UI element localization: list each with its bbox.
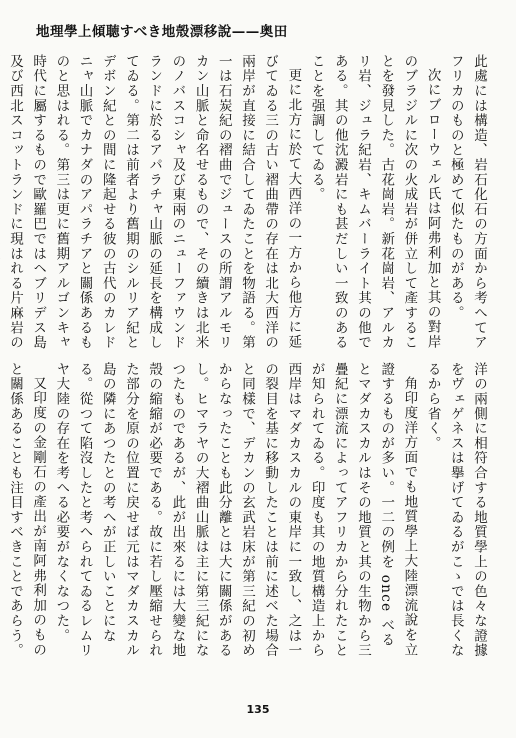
text-block-bottom [6,362,490,662]
paragraph: 又印度の金剛石の產出が南阿弗利加のものと關係あることも注目すべきことであらう。 [6,362,47,658]
paragraph: 角印度洋方面でも地質學上大陸漂流說を立證するものが多い。一二の例を once べるとマダカスカルはその地質と其の生物から三疊紀に漂流によってアフリカから分れたことが知られてゐる。印度も其の地質構造上から西岸はマダカスカルの東岸に一致し、之は一の裂目を基に移動したことは前に述べた場合と同樣で、デカンの玄武岩床が第三紀の初めからなったことも此分離とは大に關係があるし。ヒマラヤの大褶曲山脈は主に第三紀になつたものであるが、此が出來るには大變な地殼の縮縮が必要である。故に若し壓縮せられた部分を原の位置に戻せば元はマダカスカル島の隣にあつたとの考へが正しいことになる。從つて陷沒したと考へられてゐるレムリヤ大陸の存在を考へる必要がなくなつた。 [53,362,418,658]
running-head: 地理學上傾聴すべき地殼漂移說——奥田 [36,24,288,40]
paragraph: 此處には構造、岩石化石の方面から考へてアフリカのものと極めて似たものがある。 [447,54,487,350]
text-block-top [6,54,490,354]
page-number: 135 [246,703,270,716]
paragraph: 次にブローウェル氏は阿弗利加と其の對岸のブラジルに次の火成岩が併立して產することを發見した。古花崗岩。新花崗岩、アルカリ岩、ジュラ紀岩、キムバーライト其の他である。其の他沈澱岩にも甚だしい一致のあることを强調してゐる。 [308,54,441,350]
paragraph: 洋の兩側に相符合する地質學上の色々な證據をヴェゲネスは擧げてゐるがこゝでは長くなるから省く。 [424,362,487,658]
paragraph: 更に北方に於て大西洋の一方から他方に延びてゐる三の古い褶曲帶の存在は北大西洋の兩岸が直接に結合してゐたことを物語る。第一は石炭紀の褶曲でジュースの所謂アルモリカン山脈と命名せるもので、その續きは北米のノバスコシャ及び東兩のニューファウンドランドに於るアパラチャ山脈の延長を構成してゐる。第二は前者より舊期のシルリア紀とデボン紀との間に隆起せる彼の古代のカレドニャ山脈でカナダのアパラチアと關係あるものと思はれる。第三は更に舊期アルゴンキャ時代に屬するもので歐羅巴ではヘブリデス島及び西北スコットランドに現はれる片麻岩の [6,54,302,350]
